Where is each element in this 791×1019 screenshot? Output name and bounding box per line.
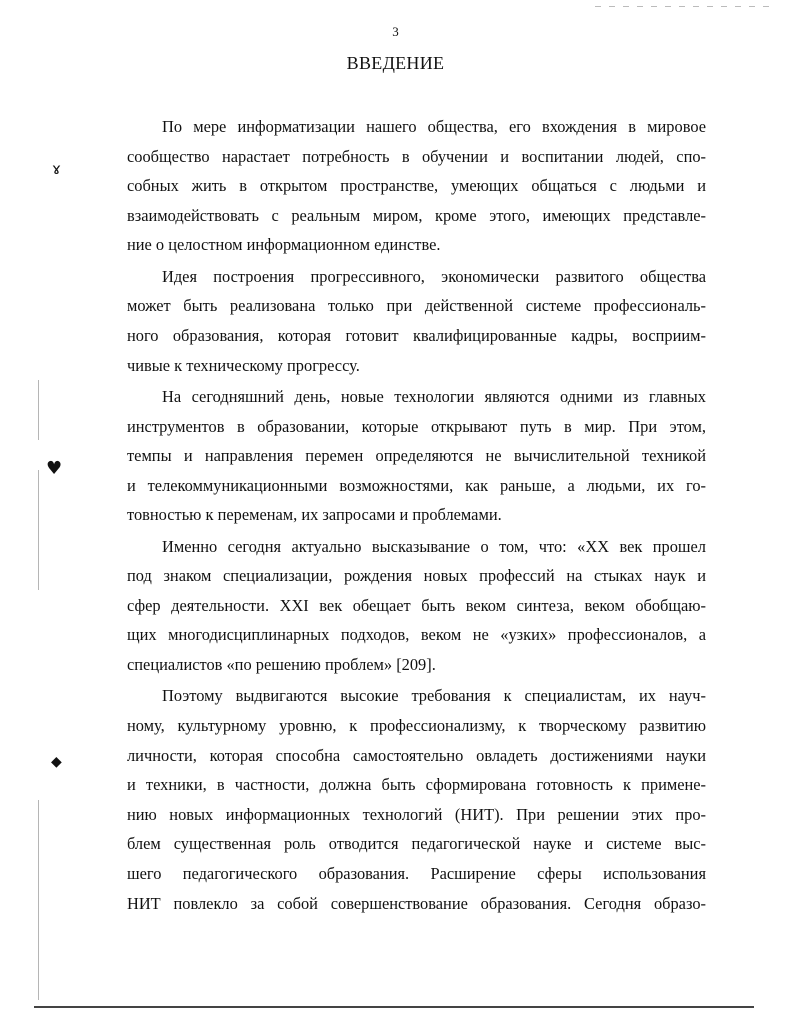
- paragraph: [127, 681, 706, 918]
- text-line: под знаком специализации, рождения новых профессий на стыках наук и: [127, 566, 706, 586]
- scan-artifact-mark: ♥: [46, 458, 63, 479]
- text-line: чивые к техническому прогрессу.: [127, 355, 360, 375]
- paragraph: [127, 262, 706, 380]
- scan-artifact-top: [595, 6, 775, 7]
- text-line: собных жить в открытом пространстве, умеющих общаться с людьми и: [127, 176, 706, 196]
- scan-artifact-margin-line: [38, 470, 39, 590]
- text-line: специалистов «по решению проблем» [209].: [127, 655, 436, 675]
- text-line: личности, которая способна самостоятельно овладеть достижениями науки: [127, 745, 706, 765]
- text-line: По мере информатизации нашего общества, его вхождения в мировое: [162, 117, 706, 136]
- document-body: [127, 112, 706, 920]
- text-line: сфер деятельности. XXI век обещает быть веком синтеза, веком обобщаю-: [127, 595, 706, 615]
- text-line: сообщество нарастает потребность в обучении и воспитании людей, спо-: [127, 146, 706, 166]
- scan-artifact-mark: ◆: [51, 754, 62, 770]
- text-line: нию новых информационных технологий (НИТ). При решении этих про-: [127, 804, 706, 824]
- scan-artifact-margin-line: [38, 800, 39, 1000]
- text-line: и техники, в частности, должна быть сформирована готовность к примене-: [127, 775, 706, 795]
- text-line: инструментов в образовании, которые открывают путь в мир. При этом,: [127, 416, 706, 436]
- text-line: блем существенная роль отводится педагогической науке и системе выс-: [127, 834, 706, 854]
- page-number: 3: [392, 24, 399, 39]
- paragraph: [127, 112, 706, 260]
- text-line: щих многодисциплинарных подходов, веком не «узких» профессионалов, а: [127, 625, 706, 645]
- text-line: взаимодействовать с реальным миром, кроме этого, имеющих представле-: [127, 205, 706, 225]
- text-line: НИТ повлекло за собой совершенствование образования. Сегодня образо-: [127, 893, 706, 913]
- text-line: ного образования, которая готовит квалифицированные кадры, восприим-: [127, 325, 706, 345]
- scan-artifact-mark: ɤ: [52, 160, 61, 178]
- text-line: ние о целостном информационном единстве.: [127, 235, 441, 255]
- scan-artifact-margin-line: [38, 380, 39, 440]
- text-line: и телекоммуникационными возможностями, как раньше, а людьми, их го-: [127, 475, 706, 495]
- text-line: может быть реализована только при действенной системе профессиональ-: [127, 296, 706, 316]
- page-title: ВВЕДЕНИЕ: [346, 53, 445, 73]
- text-line: Поэтому выдвигаются высокие требования к специалистам, их науч-: [162, 686, 706, 706]
- text-line: На сегодняшний день, новые технологии являются одними из главных: [162, 386, 706, 406]
- text-line: товностью к переменам, их запросами и проблемами.: [127, 505, 502, 525]
- text-line: Идея построения прогрессивного, экономически развитого общества: [162, 266, 706, 286]
- paragraph: [127, 382, 706, 530]
- scan-artifact-bottom-line: [34, 1006, 754, 1008]
- paragraph: [127, 532, 706, 680]
- text-line: Именно сегодня актуально высказывание о том, что: «XX век прошел: [162, 536, 706, 556]
- text-line: темпы и направления перемен определяются не вычислительной техникой: [127, 446, 706, 466]
- text-line: ному, культурному уровню, к профессионализму, к творческому развитию: [127, 716, 706, 736]
- text-line: шего педагогического образования. Расширение сферы использования: [127, 864, 706, 884]
